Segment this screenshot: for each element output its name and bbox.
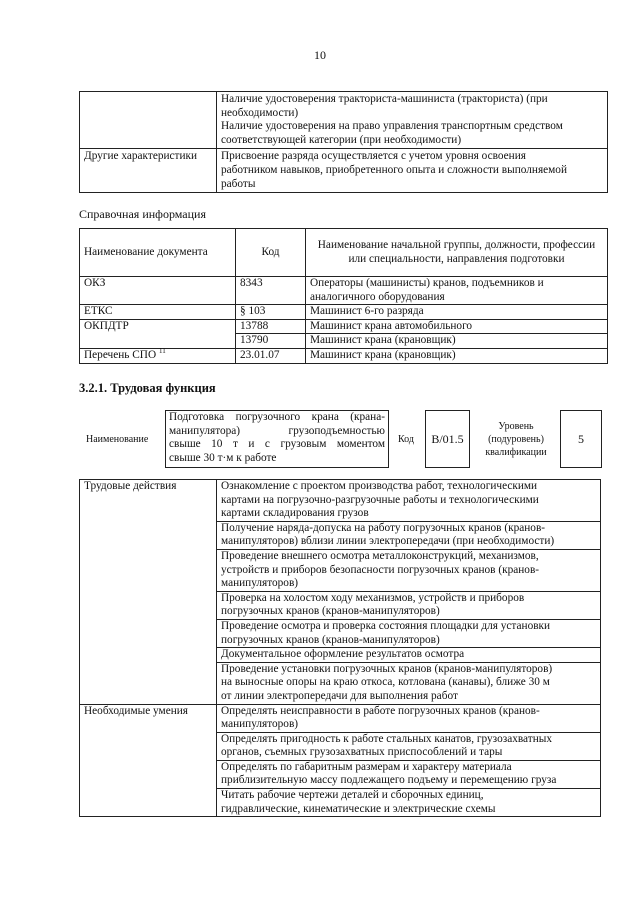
header-doc: Наименование документа	[80, 229, 236, 277]
row-label	[80, 92, 217, 149]
text-line: Получение наряда-допуска на работу погрузочных кранов (кранов-	[221, 521, 546, 534]
name-label: Наименование	[86, 434, 149, 445]
cell-title: Машинист крана (крановщик)	[306, 334, 608, 349]
skill-item	[217, 704, 601, 732]
skill-item	[217, 732, 601, 760]
section-title: 3.2.1. Трудовая функция	[79, 381, 216, 395]
header-code: Код	[236, 229, 306, 277]
footnote-ref: 11	[158, 347, 166, 356]
table-row	[80, 348, 608, 363]
text-line: манипулятора) грузоподъемностью	[169, 424, 385, 437]
row-value	[217, 149, 608, 193]
cell-code: 23.01.07	[236, 348, 306, 363]
text-line: манипуляторов) вблизи линии электропередачи (при необходимости)	[221, 535, 555, 548]
table-header-row	[80, 229, 608, 277]
text-line: Читать рабочие чертежи деталей и сборочных единиц,	[221, 789, 484, 802]
function-name-box	[165, 410, 389, 468]
text-line: картами складирования грузов	[221, 507, 369, 520]
table-row	[80, 704, 601, 732]
text-line: гидравлические, кинематические и электрические схемы	[221, 802, 496, 815]
text-line: соответствующей категории (при необходимости)	[221, 133, 462, 146]
text-line: свыше 30 т·м к работе	[169, 451, 277, 464]
row-value	[217, 92, 608, 149]
text-line: манипуляторов)	[221, 577, 299, 590]
text-line: работы	[221, 177, 256, 190]
duty-item	[217, 662, 601, 704]
table-row	[80, 149, 608, 193]
code-label: Код	[398, 434, 414, 445]
text-line: Ознакомление с проектом производства работ, технологическими	[221, 480, 538, 492]
text-line: устройств и приборов безопасности погрузочных кранов (кранов-	[221, 563, 540, 576]
doc-name: Перечень СПО	[84, 348, 157, 361]
text-line: манипуляторов)	[221, 718, 299, 731]
table-row	[80, 92, 608, 149]
cell-code: 13788	[236, 319, 306, 334]
reference-heading: Справочная информация	[79, 207, 206, 221]
duty-item	[217, 549, 601, 591]
text-line: Наличие удостоверения на право управления транспортным средством	[221, 120, 563, 133]
duty-item	[217, 480, 601, 522]
text-line: Проведение установки погрузочных кранов (кранов-манипуляторов)	[221, 662, 553, 675]
text-line: Подготовка погрузочного крана (крана-	[169, 411, 385, 423]
reference-table	[79, 228, 608, 364]
text-line: Определять пригодность к работе стальных канатов, грузозахватных	[221, 732, 552, 745]
cell-title: Машинист крана (крановщик)	[306, 348, 608, 363]
text-line: Определять по габаритным размерам и характеру материала	[221, 760, 512, 773]
table-row	[80, 277, 608, 305]
text-line: Проведение осмотра и проверка состояния площадки для установки	[221, 619, 551, 632]
cell-code: 13790	[236, 334, 306, 349]
header-title: Наименование начальной группы, должности, профессии или специальности, направления подготовки	[306, 229, 608, 277]
duty-item	[217, 521, 601, 549]
cell-doc: ЕТКС	[80, 305, 236, 320]
text-line: необходимости)	[221, 106, 299, 119]
duties-table	[79, 479, 601, 817]
text-line: приблизительную массу подлежащего подъему и перемещению груза	[221, 774, 557, 787]
text-line: картами на погрузочно-разгрузочные работы и технологическими	[221, 493, 539, 506]
duty-item	[217, 648, 601, 663]
text-line: на выносные опоры на краю откоса, котлована (канавы), ближе 30 м	[221, 676, 550, 689]
duty-item	[217, 619, 601, 647]
text-line: Проведение внешнего осмотра металлоконструкций, механизмов,	[221, 549, 539, 562]
cell-doc: ОКЗ	[80, 277, 236, 305]
text-line: погрузочных кранов (кранов-манипуляторов)	[221, 605, 440, 618]
cell-doc: ОКПДТР	[80, 319, 236, 348]
text-line: Наличие удостоверения тракториста-машиниста (тракториста) (при	[221, 93, 548, 105]
table-row	[80, 319, 608, 334]
text-line: органов, съемных грузозахватных приспособлений и тары	[221, 746, 503, 759]
cell-code: § 103	[236, 305, 306, 320]
requirements-table	[79, 91, 608, 193]
skill-item	[217, 760, 601, 788]
duty-item	[217, 591, 601, 619]
cell-title: Машинист 6-го разряда	[306, 305, 608, 320]
text-line: (подуровень)	[488, 434, 544, 445]
text-line: Документальное оформление результатов осмотра	[221, 648, 465, 661]
code-value-box: B/01.5	[425, 410, 470, 468]
text-line: Определять неисправности в работе погрузочных кранов (кранов-	[221, 704, 540, 717]
text-line: от линии электропередачи для выполнения работ	[221, 689, 458, 702]
text-line: работником навыков, приобретенного опыта и сложности выполняемой	[221, 163, 567, 176]
cell-title: Операторы (машинисты) кранов, подъемников и аналогичного оборудования	[306, 277, 608, 305]
skill-item	[217, 789, 601, 817]
text-line: Проверка на холостом ходу механизмов, устройств и приборов	[221, 591, 525, 604]
text-line: Уровень	[498, 421, 534, 432]
text-line: квалификации	[485, 447, 547, 458]
table-row	[80, 305, 608, 320]
cell-code: 8343	[236, 277, 306, 305]
text-line: Присвоение разряда осуществляется с учетом уровня освоения	[221, 150, 526, 163]
level-label	[480, 420, 552, 459]
cell-title: Машинист крана автомобильного	[306, 319, 608, 334]
group-label: Необходимые умения	[80, 704, 217, 817]
text-line: погрузочных кранов (кранов-манипуляторов)	[221, 633, 440, 646]
level-value-box: 5	[560, 410, 602, 468]
row-label: Другие характеристики	[80, 149, 217, 193]
page-number: 10	[314, 48, 326, 62]
group-label: Трудовые действия	[80, 480, 217, 705]
table-row	[80, 480, 601, 522]
cell-doc	[80, 348, 236, 363]
text-line: свыше 10 т и с грузовым моментом	[169, 438, 385, 451]
